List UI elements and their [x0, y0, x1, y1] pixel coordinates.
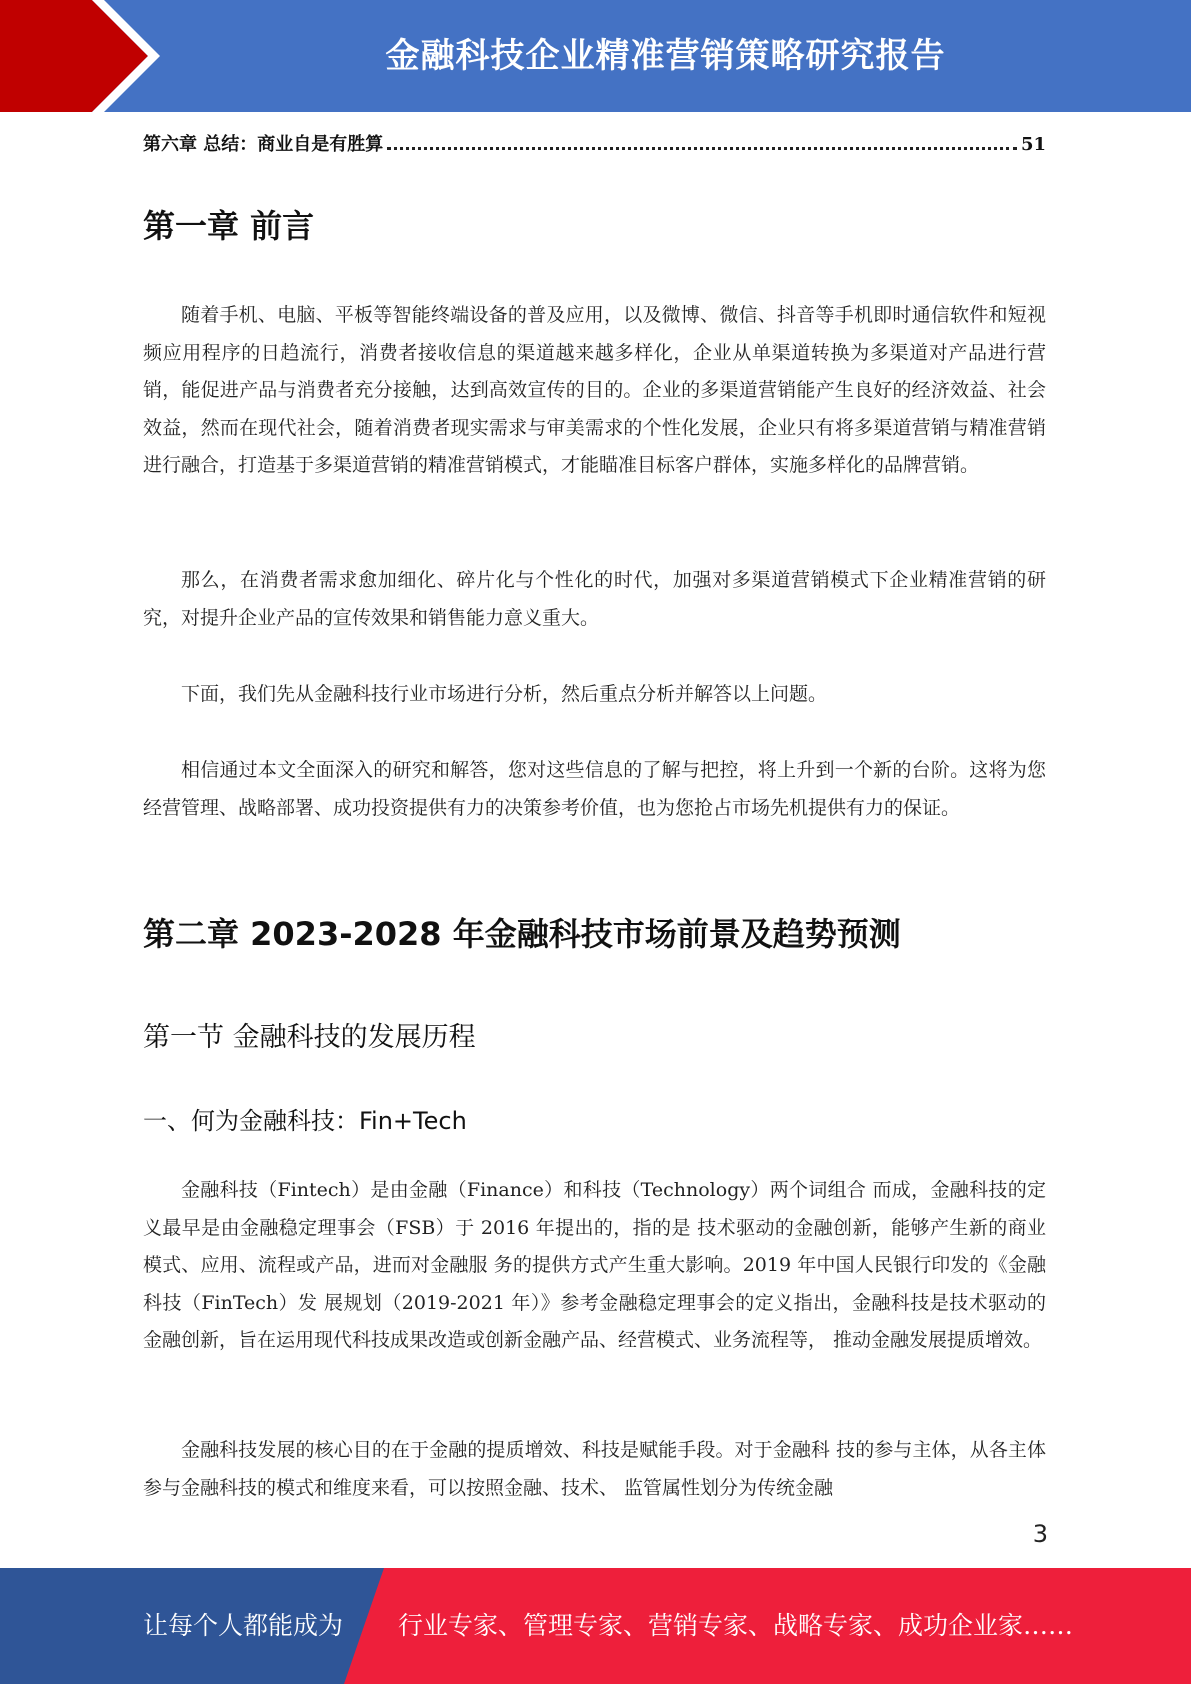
chapter-2-paragraph-2: 金融科技发展的核心目的在于金融的提质增效、科技是赋能手段。对于金融科 技的参与主体，从各主体参与金融科技的模式和维度来看，可以按照金融、技术、 监管属性划分为传统金融 — [143, 1439, 1046, 1499]
toc-leader-dots — [387, 146, 1017, 150]
chapter-1-paragraph-4: 相信通过本文全面深入的研究和解答，您对这些信息的了解与把控，将上升到一个新的台阶。这将为您经营管理、战略部署、成功投资提供有力的决策参考价值，也为您抢占市场先机提供有力的保证。 — [143, 759, 1046, 819]
section-1-title: 第一节 金融科技的发展历程 — [143, 1022, 476, 1053]
chapter-2-title: 第二章 2023-2028 年金融科技市场前景及趋势预测 — [143, 915, 901, 953]
chapter-1-paragraph-1: 随着手机、电脑、平板等智能终端设备的普及应用，以及微博、微信、抖音等手机即时通信软件和短视频应用程序的日趋流行，消费者接收信息的渠道越来越多样化，企业从单渠道转换为多渠道对产品进行营销，能促进产品与消费者充分接触，达到高效宣传的目的。企业的多渠道营销能产生良好的经济效益、社会效益，然而在现代社会，随着消费者现实需求与审美需求的个性化发展，企业只有将多渠道营销与精准营销进行融合，打造基于多渠道营销的精准营销模式，才能瞄准目标客户群体，实施多样化的品牌营销。 — [143, 304, 1046, 476]
header-arrow-decoration — [0, 0, 160, 112]
page-number: 3 — [1032, 1520, 1048, 1548]
footer-slogan-right: 行业专家、管理专家、营销专家、战略专家、成功企业家…… — [398, 1611, 1074, 1640]
chapter-1-paragraph-3: 下面，我们先从金融科技行业市场进行分析，然后重点分析并解答以上问题。 — [181, 683, 828, 705]
toc-entry[interactable] — [143, 130, 1046, 156]
footer-slogan-left: 让每个人都能成为 — [143, 1611, 344, 1640]
toc-entry-label: 第六章 总结：商业自是有胜算 — [143, 134, 384, 155]
chapter-1-paragraph-2: 那么，在消费者需求愈加细化、碎片化与个性化的时代，加强对多渠道营销模式下企业精准营销的研究，对提升企业产品的宣传效果和销售能力意义重大。 — [143, 569, 1046, 629]
chapter-1-title: 第一章 前言 — [143, 207, 315, 245]
toc-entry-page: 51 — [1020, 134, 1046, 155]
subsection-1-title: 一、何为金融科技：Fin+Tech — [143, 1107, 467, 1135]
chapter-2-paragraph-1: 金融科技（Fintech）是由金融（Finance）和科技（Technology）两个词组合 而成，金融科技的定义最早是由金融稳定理事会（FSB）于 2016 年提出的，指的是 技术驱动的金融创新，能够产生新的商业模式、应用、流程或产品，进而对金融服 务的提供方式产生重大影响。2019 年中国人民银行印发的《金融科技（FinTech）发 展规划（2019-2021 年）》参考金融稳定理事会的定义指出，金融科技是技术驱动的 金融创新，旨在运用现代科技成果改造或创新金融产品、经营模式、业务流程等， 推动金融发展提质增效。 — [143, 1179, 1046, 1351]
report-title: 金融科技企业精准营销策略研究报告 — [385, 35, 946, 76]
